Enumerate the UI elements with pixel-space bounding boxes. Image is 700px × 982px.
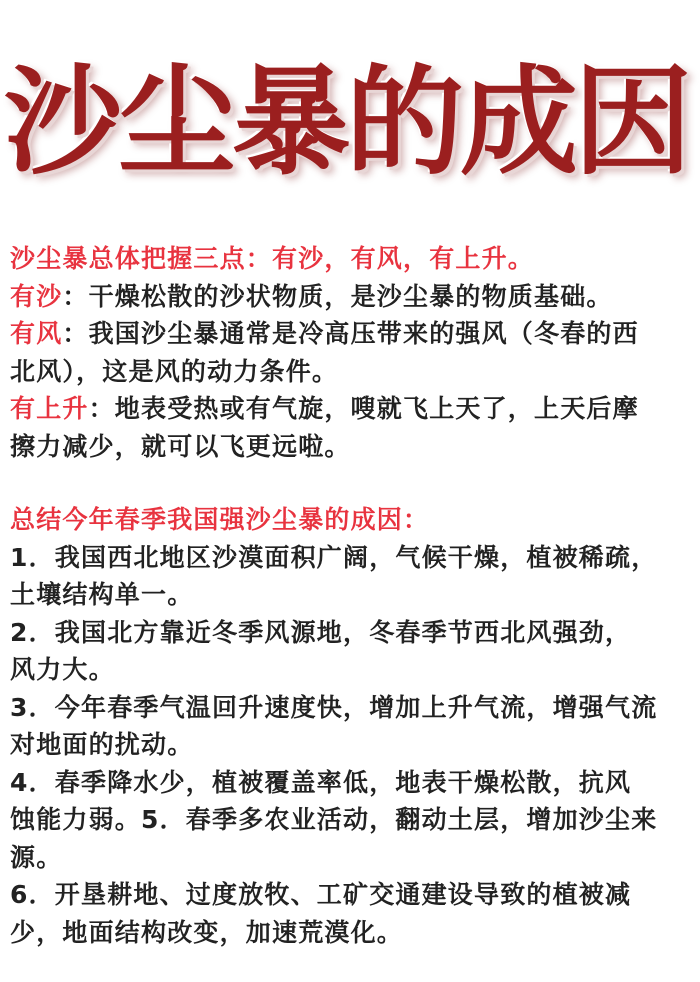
- section2-heading: 总结今年春季我国强沙尘暴的成因：: [10, 505, 430, 534]
- section1-heading: 沙尘暴总体把握三点：有沙，有风，有上升。: [10, 244, 535, 273]
- point-rise-text: ：地表受热或有气旋，嗖就飞上天了，上天后摩: [88, 394, 639, 423]
- point-wind-label: 有风: [10, 319, 63, 348]
- cause-line: 4．春季降水少，植被覆盖率低，地表干燥松散，抗风: [10, 767, 632, 797]
- page-title: 沙尘暴的成因: [4, 53, 689, 191]
- point-rise-continued: 擦力减少，就可以飞更远啦。: [10, 431, 351, 461]
- point-wind-continued: 北风），这是风的动力条件。: [10, 356, 339, 386]
- point-rise: [10, 390, 700, 428]
- article-body: [10, 240, 700, 951]
- point-wind-text: ：我国沙尘暴通常是冷高压带来的强风（冬春的西: [62, 319, 639, 348]
- cause-line: 少，地面结构改变，加速荒漠化。: [10, 917, 404, 947]
- cause-line: 对地面的扰动。: [10, 730, 194, 759]
- cause-line: 风力大。: [10, 655, 115, 684]
- cause-line: 蚀能力弱。5．春季多农业活动，翻动土层，增加沙尘来: [10, 805, 658, 834]
- point-rise-label: 有上升: [10, 394, 89, 423]
- cause-line: 6．开垦耕地、过度放牧、工矿交通建设导致的植被减: [10, 880, 632, 909]
- cause-line: 1．我国西北地区沙漠面积广阔，气候干燥，植被稀疏，: [10, 542, 658, 572]
- cause-line: 土壤结构单一。: [10, 580, 194, 609]
- point-wind: [10, 315, 700, 353]
- point-sand-text: ：干燥松散的沙状物质，是沙尘暴的物质基础。: [62, 281, 613, 311]
- point-sand-label: 有沙: [10, 281, 63, 311]
- cause-line: 2．我国北方靠近冬季风源地，冬春季节西北风强劲，: [10, 617, 632, 647]
- cause-line: 源。: [10, 842, 63, 872]
- point-sand: [10, 278, 700, 316]
- cause-line: 3．今年春季气温回升速度快，增加上升气流，增强气流: [10, 692, 658, 722]
